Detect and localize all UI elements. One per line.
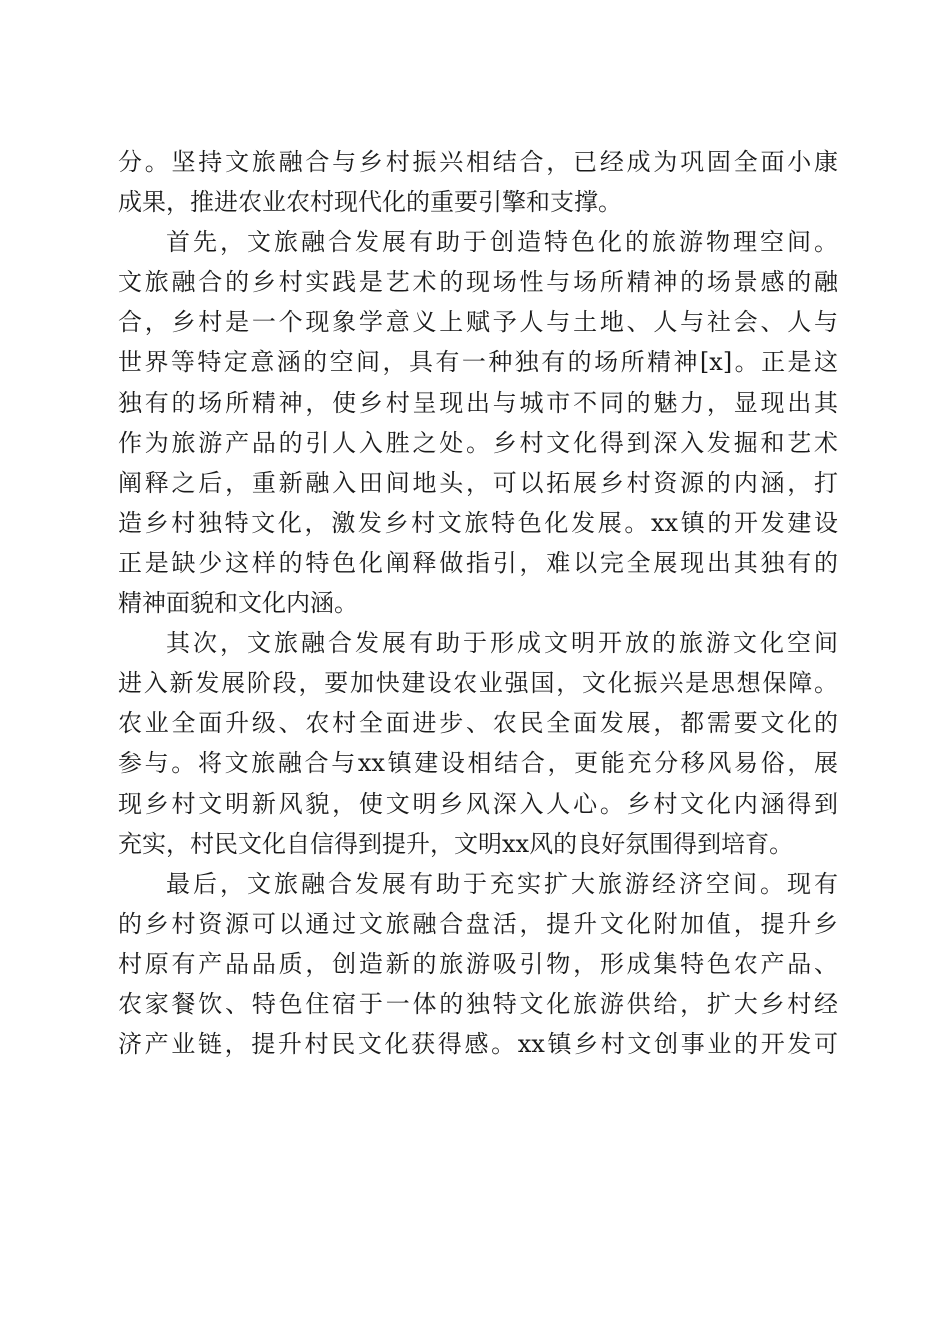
- text-line: 独有的场所精神，使乡村呈现出与城市不同的魅力，显现出其: [118, 388, 838, 417]
- text-line: 首先，文旅融合发展有助于创造特色化的旅游物理空间。: [166, 228, 838, 257]
- text-line: 正是缺少这样的特色化阐释做指引，难以完全展现出其独有的: [118, 548, 838, 577]
- text-line: 合，乡村是一个现象学意义上赋予人与土地、人与社会、人与: [118, 308, 838, 337]
- text-line: 其次，文旅融合发展有助于形成文明开放的旅游文化空间: [166, 629, 838, 658]
- text-line: 成果，推进农业农村现代化的重要引擎和支撑。: [118, 188, 622, 217]
- text-line: 村原有产品品质，创造新的旅游吸引物，形成集特色农产品、: [118, 949, 838, 978]
- text-line: 的乡村资源可以通过文旅融合盘活，提升文化附加值，提升乡: [118, 909, 838, 938]
- text-line: 文旅融合的乡村实践是艺术的现场性与场所精神的场景感的融: [118, 268, 838, 297]
- text-line: 分。坚持文旅融合与乡村振兴相结合，已经成为巩固全面小康: [118, 148, 838, 176]
- text-line: 世界等特定意涵的空间，具有一种独有的场所精神[x]。正是这: [118, 348, 838, 377]
- text-line: 农家餐饮、特色住宿于一体的独特文化旅游供给，扩大乡村经: [118, 989, 838, 1018]
- text-line: 充实，村民文化自信得到提升，文明xx风的良好氛围得到培育。: [118, 829, 794, 858]
- text-line: 造乡村独特文化，激发乡村文旅特色化发展。xx镇的开发建设: [118, 508, 838, 537]
- text-line: 现乡村文明新风貌，使文明乡风深入人心。乡村文化内涵得到: [118, 789, 838, 818]
- body-text: [118, 142, 838, 1064]
- text-line: 精神面貌和文化内涵。: [118, 589, 358, 618]
- text-line: 参与。将文旅融合与xx镇建设相结合，更能充分移风易俗，展: [118, 749, 838, 778]
- text-line: 阐释之后，重新融入田间地头，可以拓展乡村资源的内涵，打: [118, 468, 838, 497]
- text-line: 作为旅游产品的引人入胜之处。乡村文化得到深入发掘和艺术: [118, 428, 838, 457]
- text-line: 最后，文旅融合发展有助于充实扩大旅游经济空间。现有: [166, 869, 838, 898]
- text-line: 济产业链，提升村民文化获得感。xx镇乡村文创事业的开发可: [118, 1030, 838, 1059]
- text-line: 农业全面升级、农村全面进步、农民全面发展，都需要文化的: [118, 709, 838, 738]
- text-line: 进入新发展阶段，要加快建设农业强国，文化振兴是思想保障。: [118, 669, 838, 698]
